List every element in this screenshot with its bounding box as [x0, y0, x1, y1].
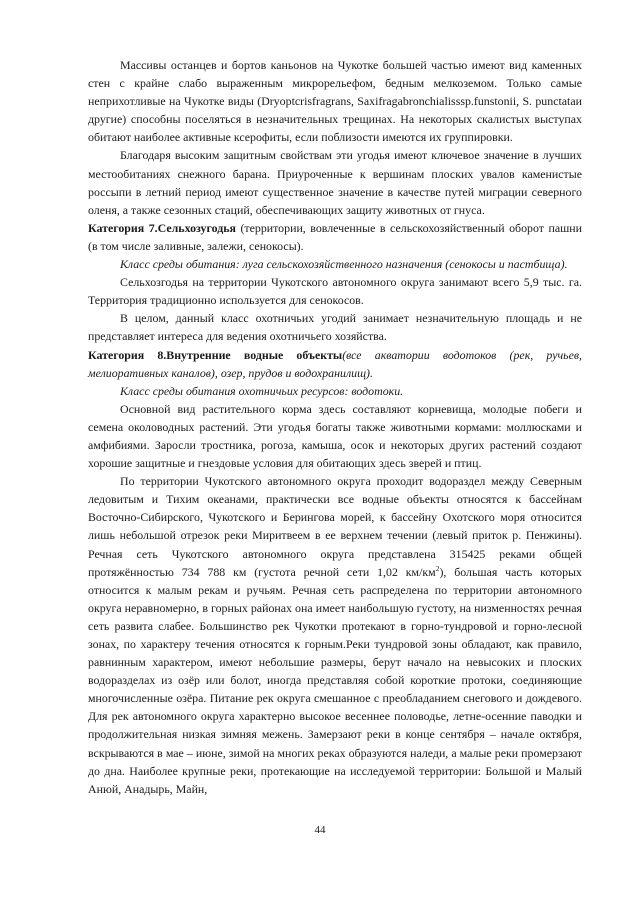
paragraph-protective-properties: Благодаря высоким защитным свойствам эти угодья имеют ключевое значение в лучших местообитаниях снежного барана. Приуроченные к вершинам плоских увалов каменистые россыпи в летний период имеют существенное значение в качестве путей миграции северного оленя, а также сезонных стаций, обеспечивающих защиту животных от гнуса.	[88, 148, 582, 217]
paragraph-category-7	[88, 219, 582, 255]
river-network-text-part-2: ), большая часть которых относится к малым рекам и ручьям. Речная сеть распределена по территории автономного округа неравномерно, в горных районах она имеет наибольшую густоту, на низменностях речная сеть развита слабее. Большинство рек Чукотки протекают в горно-тундровой и горно-лесной зонах, по характеру течения относятся к горным.Реки тундровой зоны обладают, как правило, равнинным характером, имеют небольшие размеры, берут начало на невысоких и плоских водоразделах из озёр или болот, иногда представляя собой короткие протоки, соединяющие многочисленные озёра. Питание рек округа смешанное с преобладанием снегового и дождевого. Для рек автономного округа характерно высокое весеннее половодье, летне-осенние паводки и продолжительная низкая зимняя межень. Замерзают реки в конце сентября – начале октября, вскрываются в мае – июне, зимой на многих реках образуются наледи, а малые реки промерзают до дна. Наиболее крупные реки, протекающие на исследуемой территории: Большой и Малый Анюй, Анадырь, Майн,	[88, 564, 582, 796]
category-7-heading: Категория 7.Сельхозугодья	[88, 220, 236, 235]
superscript-squared: 2	[435, 563, 440, 573]
paragraph-rock-outcrops: Массивы останцев и бортов каньонов на Чукотке большей частью имеют вид каменных стен с крайне слабо выраженным микрорельефом, бедным мелкоземом. Только самые неприхотливые на Чукотке виды (Dryoptcrisfragrans, Saxifragabronchialisssp.funstonii, S. punctataи другие) способны поселяться в незначительных трещинах. На некоторых скалистых выступах обитают наиболее активные ксерофиты, если поблизости имеются их группировки.	[88, 58, 582, 145]
paragraph-habitat-class-meadows: Класс среды обитания: луга сельскохозяйственного назначения (сенокосы и пастбища).	[120, 257, 568, 272]
document-page	[88, 56, 582, 798]
category-8-heading: Категория 8.Внутренние водные объекты	[88, 347, 343, 362]
paragraph-farmland-area: Сельхозгодья на территории Чукотского автономного округа занимают всего 5,9 тыс. га. Территория традиционно используется для сенокосов.	[88, 275, 582, 308]
page-number: 44	[314, 824, 326, 836]
paragraph-habitat-class-watercourses: Класс среды обитания охотничьих ресурсов: водотоки.	[120, 383, 404, 398]
category-7-description: (территории, вовлеченные в сельскохозяйственный оборот пашни (в том числе заливные, залежи, сенокосы).	[88, 220, 582, 253]
river-network-text-part-1: По территории Чукотского автономного округа проходит водораздел между Северным ледовитым и Тихим океанами, практически все водные объекты относятся к бассейнам Восточно-Сибирского, Чукотского и Берингова морей, к бассейну Охотского моря относится лишь небольшой отрезок реки Миритвеем в ее верхнем течении (левый приток р. Пенжины). Речная сеть Чукотского автономного округа представлена 315425 реками общей протяжённостью 734 788 км (густота речной сети 1,02 км/км	[88, 474, 582, 579]
category-8-description: (все акватории водотоков (рек, ручьев, мелиоративных каналов), озер, прудов и водохранилищ).	[88, 347, 582, 380]
paragraph-river-network	[88, 472, 582, 798]
paragraph-farmland-summary: В целом, данный класс охотничьих угодий занимает незначительную площадь и не представляет интереса для ведения охотничьего хозяйства.	[88, 311, 582, 344]
paragraph-category-8	[88, 346, 582, 382]
paragraph-aquatic-food: Основной вид растительного корма здесь составляют корневища, молодые побеги и семена околоводных растений. Эти угодья богаты также животными кормами: моллюсками и амфибиями. Заросли тростника, рогоза, камыша, осок и некоторых других растений создают хорошие защитные и гнездовые условия для обитающих здесь зверей и птиц.	[88, 401, 582, 471]
